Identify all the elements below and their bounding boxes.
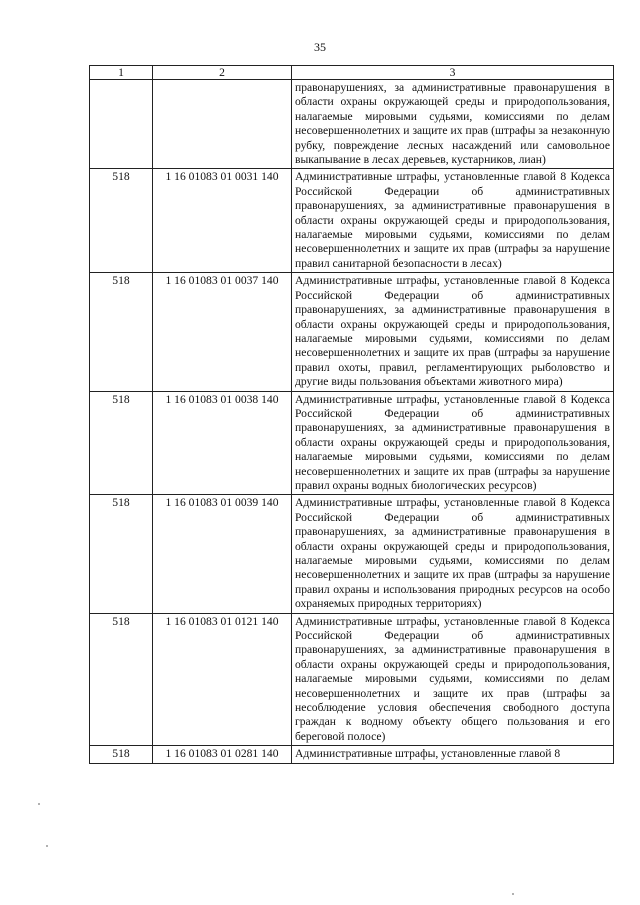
kbk-cell: 1 16 01083 01 0031 140 [153, 169, 292, 273]
column-header-3: 3 [292, 66, 614, 80]
kbk-cell: 1 16 01083 01 0038 140 [153, 391, 292, 495]
scan-speck [512, 893, 514, 895]
description-cell: Административные штрафы, установленные главой 8 [292, 746, 614, 763]
table-row [90, 613, 614, 746]
code-cell: 518 [90, 746, 153, 763]
code-cell: 518 [90, 495, 153, 613]
scan-speck [46, 845, 48, 847]
description-cell: Административные штрафы, установленные главой 8 Кодекса Российской Федерации об административных правонарушениях, за административные правонарушения в области охраны окружающей среды и природопользования, налагаемые мировыми судьями, комиссиями по делам несовершеннолетних и защите их прав (штрафы за несоблюдение условия обеспечения свободного доступа граждан к водному объекту общего пользования и его береговой полосе) [292, 613, 614, 746]
kbk-cell: 1 16 01083 01 0121 140 [153, 613, 292, 746]
column-header-2: 2 [153, 66, 292, 80]
description-cell: Административные штрафы, установленные главой 8 Кодекса Российской Федерации об административных правонарушениях, за административные правонарушения в области охраны окружающей среды и природопользования, налагаемые мировыми судьями, комиссиями по делам несовершеннолетних и защите их прав (штрафы за нарушение правил охраны и использования природных ресурсов на особо охраняемых природных территориях) [292, 495, 614, 613]
kbk-cell: 1 16 01083 01 0039 140 [153, 495, 292, 613]
code-cell: 518 [90, 613, 153, 746]
table-row [90, 391, 614, 495]
description-cell: Административные штрафы, установленные главой 8 Кодекса Российской Федерации об административных правонарушениях, за административные правонарушения в области охраны окружающей среды и природопользования, налагаемые мировыми судьями, комиссиями по делам несовершеннолетних и защите их прав (штрафы за нарушение правил санитарной безопасности в лесах) [292, 169, 614, 273]
description-cell: правонарушениях, за административные правонарушения в области охраны окружающей среды и природопользования, налагаемые мировыми судьями, комиссиями по делам несовершеннолетних и защите их прав (штрафы за незаконную рубку, повреждение лесных насаждений или самовольное выкапывание в лесах деревьев, кустарников, лиан) [292, 80, 614, 169]
description-cell: Административные штрафы, установленные главой 8 Кодекса Российской Федерации об административных правонарушениях, за административные правонарушения в области охраны окружающей среды и природопользования, налагаемые мировыми судьями, комиссиями по делам несовершеннолетних и защите их прав (штрафы за нарушение правил охоты, правил, регламентирующих рыболовство и другие виды пользования объектами животного мира) [292, 273, 614, 391]
kbk-cell: 1 16 01083 01 0281 140 [153, 746, 292, 763]
kbk-cell [153, 80, 292, 169]
column-header-1: 1 [90, 66, 153, 80]
page-number: 35 [314, 40, 326, 54]
table-row [90, 169, 614, 273]
code-cell [90, 80, 153, 169]
code-cell: 518 [90, 391, 153, 495]
table-row [90, 273, 614, 391]
table-header-row [90, 66, 614, 80]
kbk-cell: 1 16 01083 01 0037 140 [153, 273, 292, 391]
description-cell: Административные штрафы, установленные главой 8 Кодекса Российской Федерации об административных правонарушениях, за административные правонарушения в области охраны окружающей среды и природопользования, налагаемые мировыми судьями, комиссиями по делам несовершеннолетних и защите их прав (штрафы за нарушение правил охраны водных биологических ресурсов) [292, 391, 614, 495]
table-row-truncated [90, 746, 614, 763]
budget-codes-table [89, 65, 614, 764]
table-row [90, 495, 614, 613]
code-cell: 518 [90, 273, 153, 391]
scan-speck [38, 803, 40, 805]
code-cell: 518 [90, 169, 153, 273]
table-row-continuation [90, 80, 614, 169]
